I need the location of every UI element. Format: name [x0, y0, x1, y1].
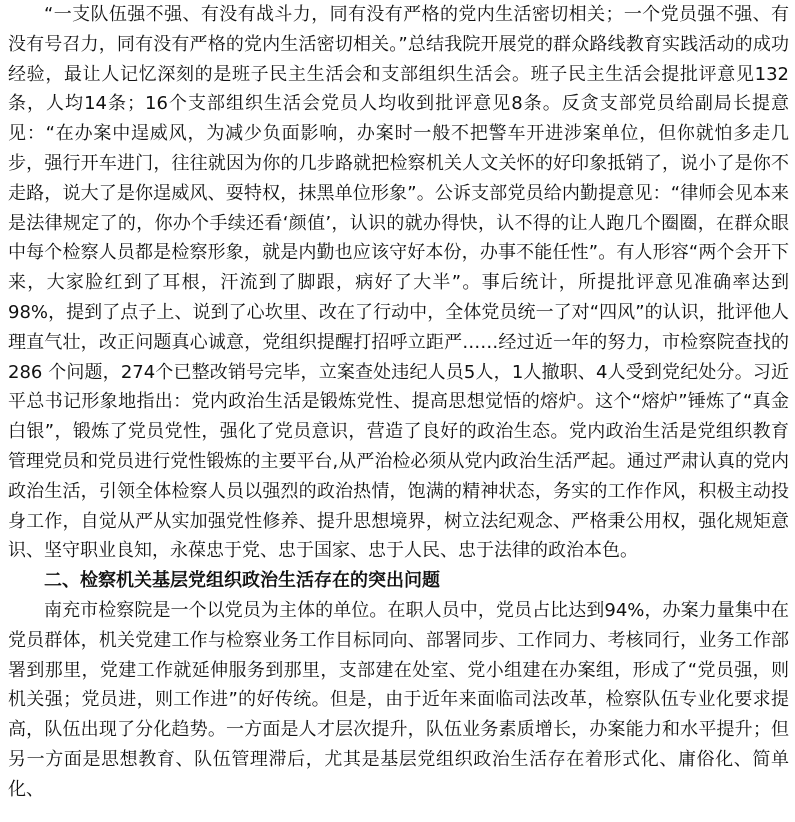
body-paragraph-2: 南充市检察院是一个以党员为主体的单位。在职人员中，党员占比达到94%，办案力量集中在党员群体，机关党建工作与检察业务工作目标同向、部署同步、工作同力、考核同行，业务工作部署到那里，党建工作就延伸服务到那里，支部建在处室、党小组建在办案组，形成了“党员强，则机关强；党员进，则工作进”的好传统。但是，由于近年来面临司法改革，检察队伍专业化要求提高，队伍出现了分化趋势。一方面是人才层次提升，队伍业务素质增长，办案能力和水平提升；但另一方面是思想教育、队伍管理滞后，尤其是基层党组织政治生活存在着形式化、庸俗化、简单化、: [8, 599, 789, 800]
body-paragraph-1: “一支队伍强不强、有没有战斗力，同有没有严格的党内生活密切相关；一个党员强不强、有没有号召力，同有没有严格的党内生活密切相关。”总结我院开展党的群众路线教育实践活动的成功经验，最让人记忆深刻的是班子民主生活会和支部组织生活会。班子民主生活会提批评意见132条，人均14条；16个支部组织生活会党员人均收到批评意见8条。反贪支部党员给副局长提意见：“在办案中逞威风，为减少负面影响，办案时一般不把警车开进涉案单位，但你就怕多走几步，强行开车进门，往往就因为你的几步路就把检察机关人文关怀的好印象抵销了，说小了是你不走路，说大了是你逞威风、耍特权，抹黑单位形象”。公诉支部党员给内勤提意见：“律师会见本来是法律规定了的，你办个手续还看‘颜值’，认识的就办得快，认不得的让人跑几个圈圈，在群众眼中每个检察人员都是检察形象，就是内勤也应该守好本份，办事不能任性”。有人形容“两个会开下来，大家脸红到了耳根，汗流到了脚跟，病好了大半”。事后统计，所提批评意见准确率达到98%，提到了点子上、说到了心坎里、改在了行动中，全体党员统一了对“四风”的认识，批评他人理直气壮，改正问题真心诚意，党组织提醒打招呼立距严……经过近一年的努力，市检察院查找的 286 个问题，274个已整改销号完毕，立案查处违纪人员5人，1人撤职、4人受到党纪处分。习近平总书记形象地指出：党内政治生活是锻炼党性、提高思想觉悟的熔炉。这个“熔炉”锤炼了“真金白银”，锻炼了党员党性，强化了党员意识，营造了良好的政治生态。党内政治生活是党组织教育管理党员和党员进行党性锻炼的主要平台,从严治检必须从党内政治生活严起。通过严肃认真的党内政治生活，引领全体检察人员以强烈的政治热情，饱满的精神状态，务实的工作作风，积极主动投身工作，自觉从严从实加强党性修养、提升思想境界，树立法纪观念、严格秉公用权，强化规矩意识、坚守职业良知，永葆忠于党、忠于国家、忠于人民、忠于法律的政治本色。: [8, 4, 789, 562]
section-heading: 二、检察机关基层党组织政治生活存在的突出问题: [44, 570, 440, 592]
